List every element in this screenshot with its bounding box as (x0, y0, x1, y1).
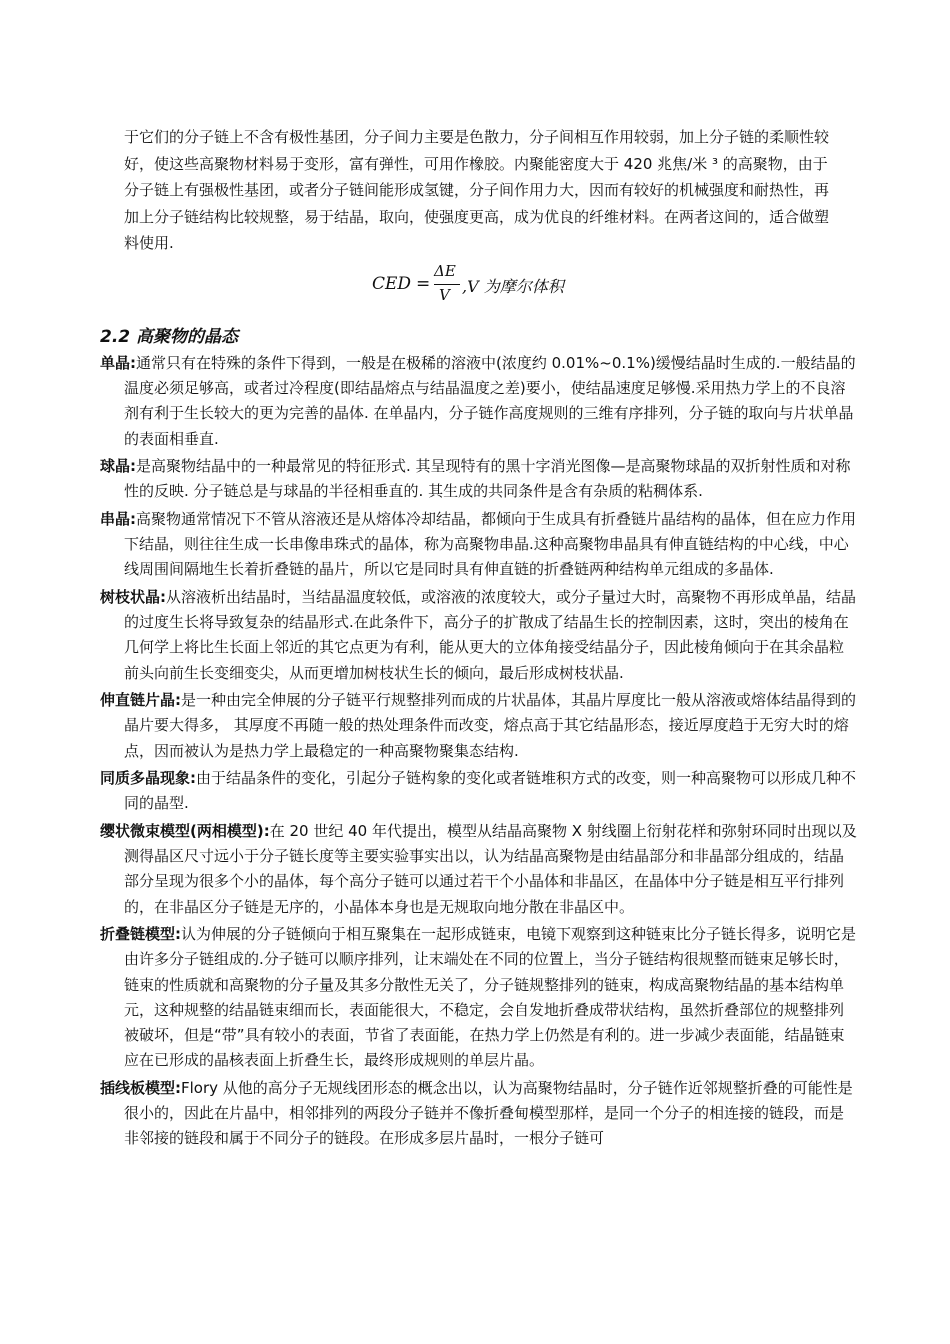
definition-term: 插线板模型: (100, 1078, 181, 1097)
definition-text: 在 20 世纪 40 年代提出，模型从结晶高聚物 X 射线圈上衍射花样和弥射环同时出现以及测得晶区尺寸远小于分子链长度等主要实验事实出以，认为结晶高聚物是由结晶部分和非晶部分组成的，结晶部分呈现为很多个小的晶体，每个高分子链可以通过若干个小晶体和非晶区，在晶体中分子链是相互平行排列的，在非晶区分子链是无序的，小晶体本身也是无规取向地分散在非晶区中。 (124, 822, 857, 916)
definition-term: 树枝状晶: (100, 588, 166, 606)
definition-text: 高聚物通常情况下不管从溶液还是从熔体冷却结晶，都倾向于生成具有折叠链片晶结构的晶体，但在应力作用下结晶，则往往生成一长串像串珠式的晶体，称为高聚物串晶.这种高聚物串晶具有伸直链结构的中心线，中心线周围间隔地生长着折叠链的晶片，所以它是同时具有伸直链的折叠链两种结构单元组成的多晶体. (124, 510, 857, 579)
formula-rest: ,V 为摩尔体积 (462, 277, 564, 296)
definition-item (100, 585, 858, 686)
definition-text: 是一种由完全伸展的分子链平行规整排列而成的片状晶体，其晶片厚度比一般从溶液或熔体结晶得到的晶片要大得多， 其厚度不再随一般的热处理条件而改变，熔点高于其它结晶形态，接近厚度趋于无穷大时的熔点，因而被认为是热力学上最稳定的一种高聚物聚集态结构. (124, 691, 857, 760)
section-title: 2.2 高聚物的晶态 (100, 327, 239, 347)
definition-text: 由于结晶条件的变化，引起分子链构象的变化或者链堆积方式的改变，则一种高聚物可以形成几种不同的晶型. (124, 769, 857, 813)
definition-term: 串晶: (100, 510, 136, 528)
formula-lhs: CED (372, 274, 412, 294)
definition-text: 通常只有在特殊的条件下得到，一般是在极稀的溶液中(浓度约 0.01%~0.1%)缓慢结晶时生成的.一般结晶的温度必须足够高，或者过冷程度(即结晶熔点与结晶温度之差)要小，使结晶速度足够慢.采用热力学上的不良溶剂有利于生长较大的更为完善的晶体. 在单晶内，分子链作高度规则的三维有序排列，分子链的取向与片状单晶的表面相垂直. (124, 354, 856, 448)
formula-equals: = (416, 274, 431, 294)
definition-term: 缨状微束模型(两相模型): (100, 822, 270, 840)
definition-text: 认为伸展的分子链倾向于相互聚集在一起形成链束，电镜下观察到这种链束比分子链长得多，说明它是由许多分子链组成的.分子链可以顺序排列，让末端处在不同的位置上，当分子链结构很规整而链束足够长时，链束的性质就和高聚物的分子量及其多分散性无关了，分子链规整排列的链束，构成高聚物结晶的基本结构单元，这种规整的结晶链束细而长，表面能很大，不稳定，会自发地折叠成带状结构，虽然折叠部位的规整排列被破坏，但是“带”具有较小的表面，节省了表面能，在热力学上仍然是有利的。进一步减少表面能，结晶链束应在已形成的晶核表面上折叠生长，最终形成规则的单层片晶。 (124, 925, 857, 1070)
definition-item (100, 1076, 858, 1152)
definition-item (100, 922, 858, 1073)
definition-text: 是高聚物结晶中的一种最常见的特征形式. 其呈现特有的黑十字消光图像—是高聚物球晶的双折射性质和对称性的反映. 分子链总是与球晶的半径相垂直的. 其生成的共同条件是含有杂质的粘稠体系. (124, 457, 851, 501)
definition-item (100, 507, 858, 583)
definition-text: Flory 从他的高分子无规线团形态的概念出以，认为高聚物结晶时，分子链作近邻规整折叠的可能性是很小的，因此在片晶中，相邻排列的两段分子链并不像折叠甸模型那样，是同一个分子的相连接的链段，而是非邻接的链段和属于不同分子的链段。在形成多层片晶时，一根分子链可 (124, 1078, 853, 1148)
definition-item (100, 766, 858, 816)
definition-item (100, 351, 858, 452)
definition-term: 球晶: (100, 457, 136, 476)
definition-term: 伸直链片晶: (100, 691, 181, 710)
definition-term: 单晶: (100, 354, 136, 372)
formula-numerator: ΔE (434, 262, 456, 280)
ced-formula (372, 262, 612, 310)
definition-term: 同质多晶现象: (100, 769, 196, 788)
definition-text: 从溶液析出结晶时，当结晶温度较低，或溶液的浓度较大，或分子量过大时，高聚物不再形成单晶，结晶的过度生长将导致复杂的结晶形式.在此条件下，高分子的扩散成了结晶生长的控制因素，这时，突出的棱角在几何学上将比生长面上邻近的其它点更为有利，能从更大的立体角接受结晶分子，因此棱角倾向于在其余晶粒前头向前生长变细变尖，从而更增加树枝状生长的倾向，最后形成树枝状晶. (124, 588, 857, 682)
formula-fraction-bar (434, 284, 460, 285)
intro-paragraph: 于它们的分子链上不含有极性基团，分子间力主要是色散力，分子间相互作用较弱，加上分子链的柔顺性较好，使这些高聚物材料易于变形，富有弹性，可用作橡胶。内聚能密度大于 420 兆焦/米 ³ 的高聚物，由于分子链上有强极性基团，或者分子链间能形成氢键，分子间作用力大，因而有较好的机械强度和耐热性，再加上分子链结构比较规整，易于结晶，取向，使强度更高，成为优良的纤维材料。在两者这间的，适合做塑料使用. (124, 128, 830, 253)
definition-term: 折叠链模型: (100, 925, 181, 944)
formula-denominator: V (439, 286, 450, 304)
definition-item (100, 819, 858, 920)
definition-item (100, 454, 858, 504)
definition-list (100, 351, 858, 1154)
definition-item (100, 688, 858, 764)
